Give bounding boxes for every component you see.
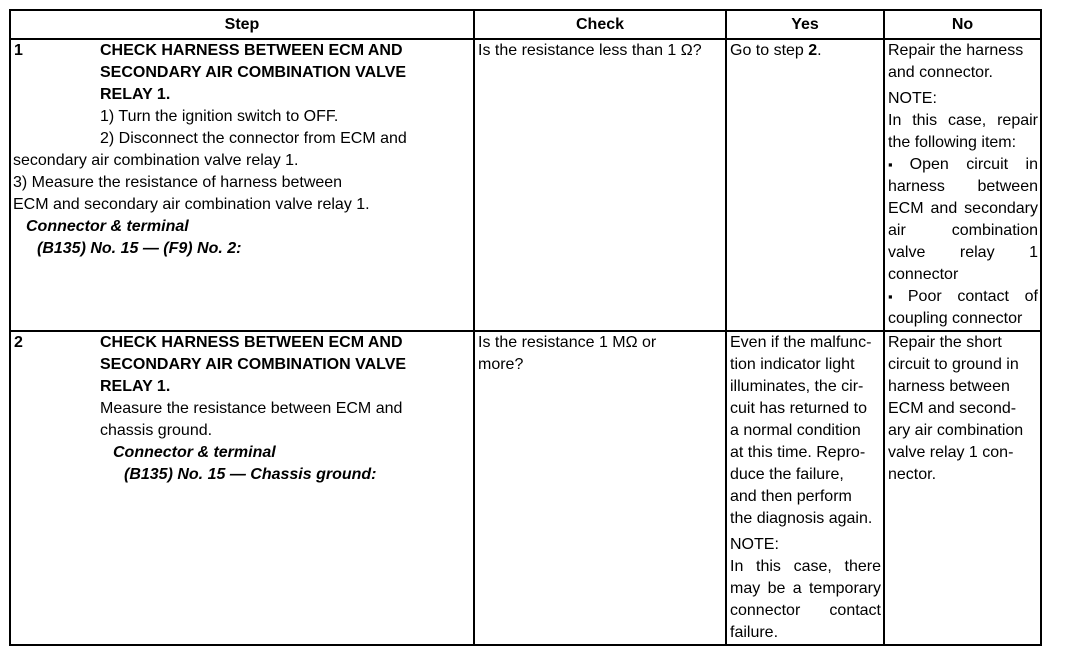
no-cell (884, 39, 1041, 331)
header-no: No (884, 10, 1041, 39)
yes-text-prefix: Go to step (730, 42, 809, 59)
no-text-line: Repair the short (888, 334, 1002, 351)
header-row (10, 10, 1041, 39)
note-label: NOTE: (730, 536, 779, 553)
check-question-line: more? (478, 356, 524, 373)
no-text-line: and connector. (888, 64, 993, 81)
yes-cell (726, 331, 884, 645)
step-instruction: 2) Disconnect the connector from ECM and (100, 130, 407, 147)
yes-text-line: a normal condition (730, 422, 861, 439)
table-row (10, 331, 1041, 645)
note-intro: In this case, repair the following item: (888, 112, 1038, 151)
step-1-continued (13, 150, 479, 260)
step-instruction: secondary air combination valve relay 1. (13, 152, 299, 169)
step-title-line: CHECK HARNESS BETWEEN ECM AND (100, 334, 403, 351)
step-title-line: RELAY 1. (100, 378, 171, 395)
yes-text-suffix: . (817, 42, 822, 59)
note-text: In this case, there may be a temporary connector contact failure. (730, 558, 881, 641)
step-instruction: chassis ground. (100, 422, 213, 439)
yes-text-line: Even if the malfunc- (730, 334, 872, 351)
note-label: NOTE: (888, 90, 937, 107)
diagnostic-table (9, 9, 1042, 646)
yes-cell (726, 39, 884, 331)
step-instruction: 1) Turn the ignition switch to OFF. (100, 108, 339, 125)
check-cell (474, 331, 726, 645)
step-title-line: RELAY 1. (100, 86, 171, 103)
yes-text-line: the diagnosis again. (730, 510, 873, 527)
yes-text-line: illuminates, the cir- (730, 378, 864, 395)
yes-text-line: tion indicator light (730, 356, 855, 373)
note-bullet: ▪ Open circuit in harness between ECM and secondary air combination valve relay 1 connector (888, 154, 1038, 286)
yes-step-ref: 2 (808, 42, 818, 59)
header-step: Step (10, 10, 474, 39)
yes-text-line: duce the failure, (730, 466, 844, 483)
header-yes: Yes (726, 10, 884, 39)
check-question-line: Is the resistance 1 MΩ or (478, 334, 657, 351)
connector-value: (B135) No. 15 — (F9) No. 2: (37, 240, 242, 257)
step-number: 1 (14, 42, 23, 59)
no-text-line: circuit to ground in (888, 356, 1019, 373)
step-cell (10, 331, 474, 645)
no-text-line: harness between (888, 378, 1010, 395)
step-title-line: SECONDARY AIR COMBINATION VALVE (100, 356, 407, 373)
header-check: Check (474, 10, 726, 39)
yes-text-line: cuit has returned to (730, 400, 867, 417)
step-instruction: 3) Measure the resistance of harness between (13, 174, 343, 191)
yes-text-line: and then perform (730, 488, 852, 505)
check-cell (474, 39, 726, 331)
no-text-line: nector. (888, 466, 937, 483)
step-instruction: Measure the resistance between ECM and (100, 400, 403, 417)
step-title-line: SECONDARY AIR COMBINATION VALVE (100, 64, 407, 81)
note-bullet: ▪ Poor contact of coupling connector (888, 286, 1038, 330)
step-title-line: CHECK HARNESS BETWEEN ECM AND (100, 42, 403, 59)
no-text-line: ECM and second- (888, 400, 1017, 417)
connector-title: Connector & terminal (26, 218, 189, 235)
step-number: 2 (14, 334, 23, 351)
yes-text-line: at this time. Repro- (730, 444, 866, 461)
no-text-line: ary air combination (888, 422, 1024, 439)
step-instruction: ECM and secondary air combination valve relay 1. (13, 196, 370, 213)
no-cell (884, 331, 1041, 645)
no-text-line: valve relay 1 con- (888, 444, 1014, 461)
connector-title: Connector & terminal (113, 444, 276, 461)
no-text-line: Repair the harness (888, 42, 1024, 59)
connector-value: (B135) No. 15 — Chassis ground: (124, 466, 377, 483)
check-question: Is the resistance less than 1 Ω? (478, 42, 702, 59)
